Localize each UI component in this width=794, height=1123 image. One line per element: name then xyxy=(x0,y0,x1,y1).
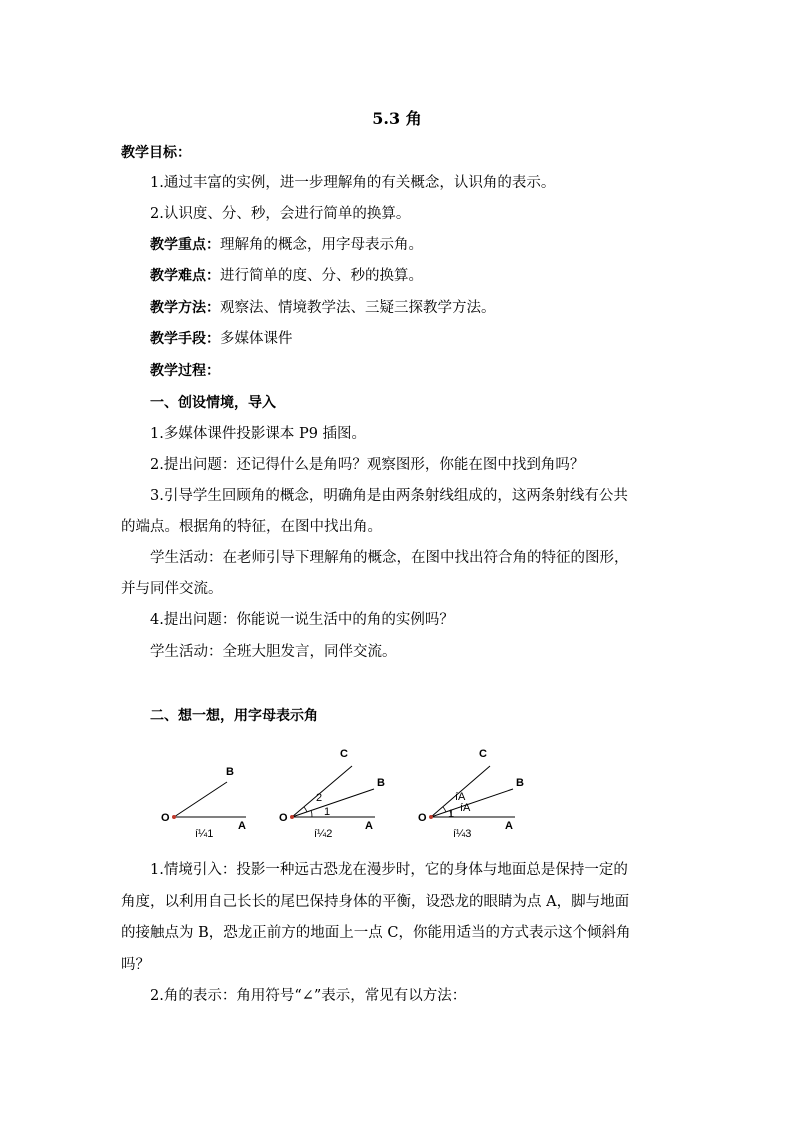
fig3-arc-2 xyxy=(443,807,446,812)
fig1-label-a: A xyxy=(238,820,246,832)
fig1-ray-ob xyxy=(174,782,227,817)
section1-p3-line1: 3.引导学生回顾角的概念，明确角是由两条射线组成的，这两条射线有公共 xyxy=(150,488,628,504)
fig3-label-angle-2: íA xyxy=(455,791,466,803)
page-title: 5.3 角 xyxy=(372,109,422,128)
fig2-arc-1 xyxy=(311,810,312,817)
fig3-caption: í¼3 xyxy=(453,828,472,840)
section2-p1-line2: 角度，以利用自己长长的尾巴保持身体的平衡，设恐龙的眼睛为点 A，脚与地面 xyxy=(121,894,630,910)
fig2-arc-2 xyxy=(304,807,307,812)
section2-heading: 二、想一想，用字母表示角 xyxy=(150,708,318,724)
process-heading: 教学过程： xyxy=(150,363,220,379)
fig2-label-o: O xyxy=(279,812,288,824)
means-label: 教学手段： xyxy=(150,331,220,347)
figure-1 xyxy=(161,766,246,840)
fig3-label-a: A xyxy=(505,820,513,832)
means-text: 多媒体课件 xyxy=(220,331,293,347)
section1-heading: 一、创设情境，导入 xyxy=(150,395,276,411)
section1-p6: 学生活动：全班大胆发言，同伴交流。 xyxy=(150,644,397,660)
fig2-vertex-dot xyxy=(290,815,294,819)
section1-p4-line1: 学生活动：在老师引导下理解角的概念，在图中找出符合角的特征的图形， xyxy=(150,550,629,566)
objectives-heading: 教学目标： xyxy=(121,145,191,161)
fig3-label-angle-3: íA xyxy=(460,802,471,814)
key-point-text: 理解角的概念，用字母表示角。 xyxy=(220,237,423,253)
section2-p1-line1: 1.情境引入：投影一种远古恐龙在漫步时，它的身体与地面总是保持一定的 xyxy=(150,862,628,878)
fig3-label-angle-1: 1 xyxy=(448,808,455,820)
fig2-label-angle-2: 2 xyxy=(316,792,323,804)
fig3-label-o: O xyxy=(418,812,427,824)
fig3-label-c: C xyxy=(479,748,487,760)
method-text: 观察法、情境教学法、三疑三探教学方法。 xyxy=(220,300,496,316)
section1-p3-line2: 的端点。根据角的特征，在图中找出角。 xyxy=(121,519,382,535)
key-point-label: 教学重点： xyxy=(150,237,220,253)
section2-p1-line4: 吗？ xyxy=(121,957,150,973)
difficulty-text: 进行简单的度、分、秒的换算。 xyxy=(220,268,423,284)
section1-p2: 2.提出问题：还记得什么是角吗？观察图形，你能在图中找到角吗？ xyxy=(150,457,585,473)
fig2-label-a: A xyxy=(365,820,373,832)
section1-p5: 4.提出问题：你能说一说生活中的角的实例吗？ xyxy=(150,612,454,628)
fig3-label-b: B xyxy=(516,777,524,789)
fig3-vertex-dot xyxy=(429,815,433,819)
section2-p2: 2.角的表示：角用符号“∠”表示，常见有以方法： xyxy=(150,988,467,1004)
fig1-caption: í¼1 xyxy=(195,828,214,840)
difficulty-label: 教学难点： xyxy=(150,268,220,284)
fig2-caption: í¼2 xyxy=(314,828,333,840)
figure-2 xyxy=(279,748,385,840)
fig2-label-angle-1: 1 xyxy=(324,806,331,818)
fig3-ray-ob xyxy=(431,789,513,817)
fig1-vertex-dot xyxy=(172,815,176,819)
section1-p1: 1.多媒体课件投影课本 P9 插图。 xyxy=(150,426,367,442)
figure-3 xyxy=(418,748,524,840)
section1-p4-line2: 并与同伴交流。 xyxy=(121,581,223,597)
fig1-label-o: O xyxy=(161,812,170,824)
fig1-label-b: B xyxy=(226,766,234,778)
fig2-ray-ob xyxy=(292,789,374,817)
objective-item-2: 2.认识度、分、秒，会进行简单的换算。 xyxy=(150,206,411,222)
section2-p1-line3: 的接触点为 B，恐龙正前方的地面上一点 C，你能用适当的方式表示这个倾斜角 xyxy=(121,925,631,941)
fig2-label-b: B xyxy=(377,777,385,789)
objective-item-1: 1.通过丰富的实例，进一步理解角的有关概念，认识角的表示。 xyxy=(150,175,556,191)
fig2-label-c: C xyxy=(340,748,348,760)
method-label: 教学方法： xyxy=(150,300,220,316)
